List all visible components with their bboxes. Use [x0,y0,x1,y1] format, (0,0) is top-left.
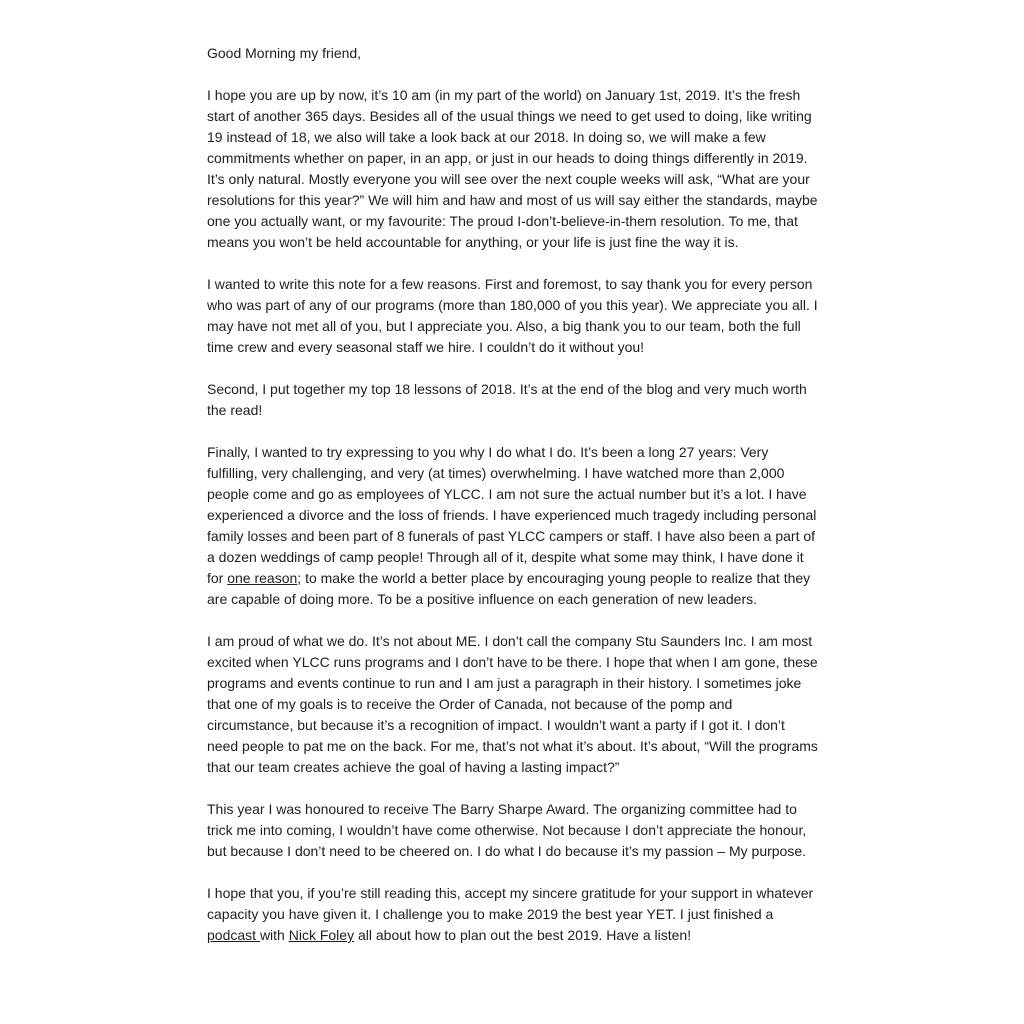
letter-body [207,43,819,967]
paragraph-gratitude-text-start: I hope that you, if you’re still reading this, accept my sincere gratitude for your support in whatever capacity you have given it. I challenge you to make 2019 the best year YET. I just finished a [207,885,814,922]
paragraph-gratitude [207,883,819,946]
podcast-link[interactable]: podcast [207,927,260,943]
paragraph-why-text-start: Finally, I wanted to try expressing to you why I do what I do. It’s been a long 27 years: Very fulfilling, very challenging, and very (at times) overwhelming. I have watched more than 2,000 people come and go as employees of YLCC. I am not sure the actual number but it’s a lot. I have experienced a divorce and the loss of friends. I have experienced much tragedy including personal family losses and been part of 8 funerals of past YLCC campers or staff. I have also been a part of a dozen weddings of camp people! Through all of it, despite what some may think, I have done it for [207,444,817,586]
paragraph-resolutions: I hope you are up by now, it’s 10 am (in my part of the world) on January 1st, 2019. It’s the fresh start of another 365 days. Besides all of the usual things we need to get used to doing, like writing 19 instead of 18, we also will take a look back at our 2018. In doing so, we will make a few commitments whether on paper, in an app, or just in our heads to doing things differently in 2019. It’s only natural. Mostly everyone you will see over the next couple weeks will ask, “What are your resolutions for this year?” We will him and haw and most of us will say either the standards, maybe one you actually want, or my favourite: The proud I-don’t-believe-in-them resolution. To me, that means you won’t be held accountable for anything, or your life is just fine the way it is. [207,87,818,250]
nick-foley-link[interactable]: Nick Foley [288,927,355,943]
greeting: Good Morning my friend, [207,45,362,61]
paragraph-gratitude-text-mid: with [259,927,289,943]
paragraph-why-text-end: ; to make the world a better place by encouraging young people to realize that they are capable of doing more. To be a positive influence on each generation of new leaders. [207,570,811,607]
paragraph-award: This year I was honoured to receive The Barry Sharpe Award. The organizing committee had to trick me into coming, I wouldn’t have come otherwise. Not because I don’t appreciate the honour, but because I don’t need to be cheered on. I do what I do because it’s my passion – My purpose. [207,801,807,859]
paragraph-why [207,442,819,610]
paragraph-lessons: Second, I put together my top 18 lessons of 2018. It’s at the end of the blog and very much worth the read! [207,381,807,418]
paragraph-gratitude-text-end: all about how to plan out the best 2019. Have a listen! [354,927,692,943]
one-reason-link[interactable]: one reason [227,570,298,586]
paragraph-proud: I am proud of what we do. It’s not about ME. I don’t call the company Stu Saunders Inc. I am most excited when YLCC runs programs and I don’t have to be there. I hope that when I am gone, these programs and events continue to run and I am just a paragraph in their history. I sometimes joke that one of my goals is to receive the Order of Canada, not because of the pomp and circumstance, but because it’s a recognition of impact. I wouldn’t want a party if I got it. I don’t need people to pat me on the back. For me, that’s not what it’s about. It’s about, “Will the programs that our team creates achieve the goal of having a lasting impact?” [207,633,818,775]
paragraph-thank-you: I wanted to write this note for a few reasons. First and foremost, to say thank you for every person who was part of any of our programs (more than 180,000 of you this year). We appreciate you all. I may have not met all of you, but I appreciate you. Also, a big thank you to our team, both the full time crew and every seasonal staff we hire. I couldn’t do it without you! [207,276,818,355]
